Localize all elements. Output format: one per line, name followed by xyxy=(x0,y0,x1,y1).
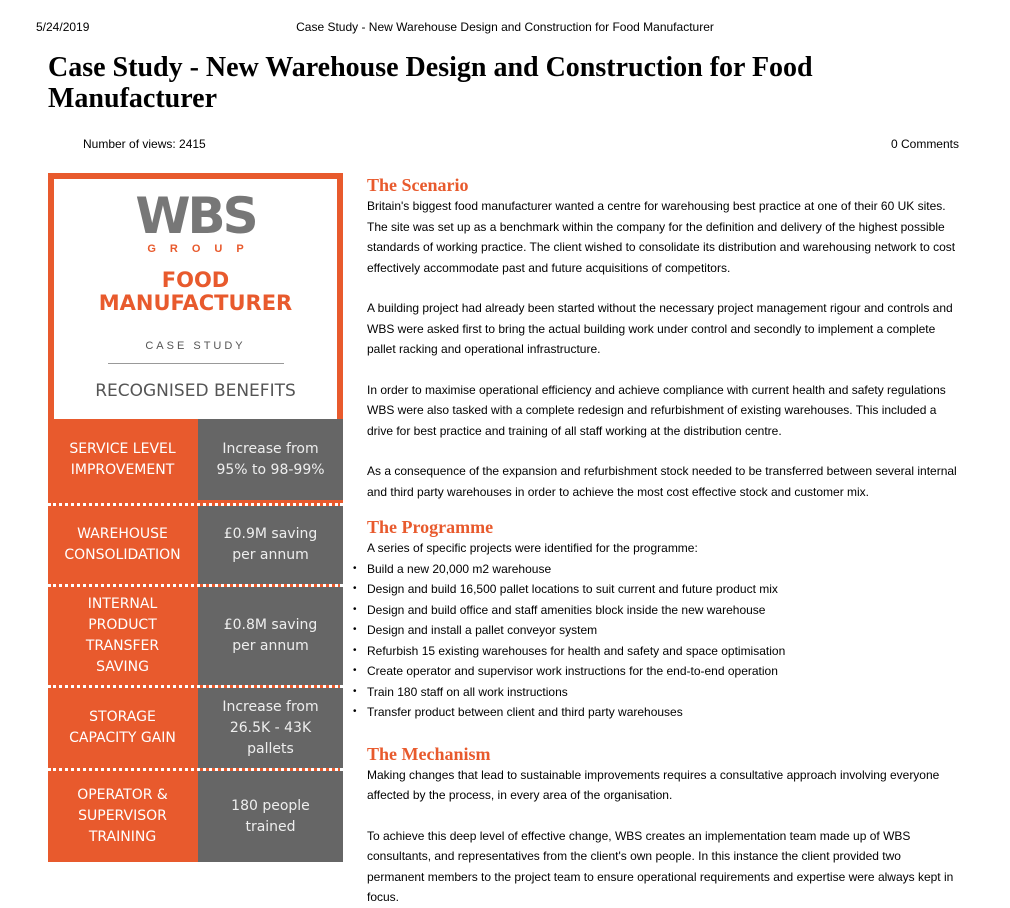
benefit-row-training xyxy=(48,771,343,862)
list-item: • Transfer product between client and third party warehouses xyxy=(367,702,957,723)
scenario-heading: The Scenario xyxy=(367,175,469,195)
list-item: • Train 180 staff on all work instructions xyxy=(367,682,957,703)
benefit-value: Increase from 95% to 98-99% xyxy=(198,419,343,500)
benefit-row-transfer xyxy=(48,587,343,685)
case-study-infographic xyxy=(48,173,343,862)
mechanism-heading: The Mechanism xyxy=(367,743,491,764)
print-header-title: Case Study - New Warehouse Design and Construction for Food Manufacturer xyxy=(296,20,714,34)
comments-link[interactable]: 0 Comments xyxy=(890,137,959,151)
logo-group-label: GROUP xyxy=(147,243,258,255)
mechanism-paragraph: Making changes that lead to sustainable improvements requires a consultative approach involving everyone affected by the process, in every area of the organisation. xyxy=(367,767,940,802)
benefit-row-consolidation xyxy=(48,506,343,584)
benefit-label: SERVICE LEVEL IMPROVEMENT xyxy=(69,440,176,478)
benefit-label: OPERATOR & SUPERVISOR TRAINING xyxy=(77,787,168,845)
infographic-header-panel xyxy=(54,179,337,419)
programme-intro: A series of specific projects were identified for the programme: xyxy=(367,541,698,555)
list-item: • Design and build 16,500 pallet locations to suit current and future product mix xyxy=(367,579,957,600)
list-item: • Design and build office and staff amenities block inside the new warehouse xyxy=(367,600,957,621)
divider xyxy=(108,363,284,364)
benefits-heading: RECOGNISED BENEFITS xyxy=(95,381,296,401)
benefit-row-service-level xyxy=(48,419,343,500)
list-item: • Create operator and supervisor work instructions for the end-to-end operation xyxy=(367,661,957,682)
mechanism-paragraph: To achieve this deep level of effective change, WBS creates an implementation team made up of WBS consultants, and representatives from the client's own people. In this instance the client provided two permanent members to the project team to ensure operational requirements and expertise were always kept in focus. xyxy=(367,828,954,904)
programme-heading: The Programme xyxy=(367,517,494,537)
view-count: Number of views: 2415 xyxy=(83,137,206,151)
scenario-paragraph: As a consequence of the expansion and refurbishment stock needed to be transferred between several internal and third party warehouses in order to achieve the most cost effective stock and customer mix. xyxy=(367,464,957,499)
infographic-heading xyxy=(54,269,337,315)
benefit-value: Increase from 26.5K - 43K pallets xyxy=(198,688,343,768)
benefit-label: WAREHOUSE CONSOLIDATION xyxy=(64,526,181,563)
heading-line-1: FOOD xyxy=(161,268,230,292)
benefit-value: £0.8M saving per annum xyxy=(198,587,343,685)
benefit-label: STORAGE CAPACITY GAIN xyxy=(69,709,176,746)
page-title: Case Study - New Warehouse Design and Construction for Food Manufacturer xyxy=(48,52,813,114)
benefit-value: £0.9M saving per annum xyxy=(198,506,343,584)
wbs-logo xyxy=(54,187,337,255)
scenario-paragraph: A building project had already been started without the necessary project management rigour and controls and WBS were asked first to bring the actual building work under control and secondly to implement a complete pallet racking and operational infrastructure. xyxy=(367,301,953,356)
programme-list xyxy=(367,559,957,723)
benefit-value: 180 people trained xyxy=(198,771,343,862)
case-study-label: CASE STUDY xyxy=(145,340,246,352)
benefit-label: INTERNAL PRODUCT TRANSFER SAVING xyxy=(85,596,160,675)
scenario-paragraph: Britain's biggest food manufacturer wanted a centre for warehousing best practice at one of their 60 UK sites. The site was set up as a benchmark within the company for the definition and delivery of the highest possible standards of working practice. The client wished to consolidate its distribution and warehousing network to cost effectively accommodate past and future acquisitions of competitors. xyxy=(367,199,956,275)
heading-line-2: MANUFACTURER xyxy=(98,291,293,315)
list-item: • Refurbish 15 existing warehouses for health and safety and space optimisation xyxy=(367,641,957,662)
benefit-row-storage xyxy=(48,688,343,768)
article-body xyxy=(367,174,957,908)
scenario-paragraph: In order to maximise operational efficiency and achieve compliance with current health and safety regulations WBS were also tasked with a complete redesign and refurbishment of existing warehouses. This included a drive for best practice and training of all staff working at the distribution centre. xyxy=(367,382,946,438)
print-date: 5/24/2019 xyxy=(36,20,90,34)
logo-wordmark: WBS xyxy=(135,187,256,245)
list-item: • Design and install a pallet conveyor system xyxy=(367,620,957,641)
list-item: • Build a new 20,000 m2 warehouse xyxy=(367,559,957,580)
